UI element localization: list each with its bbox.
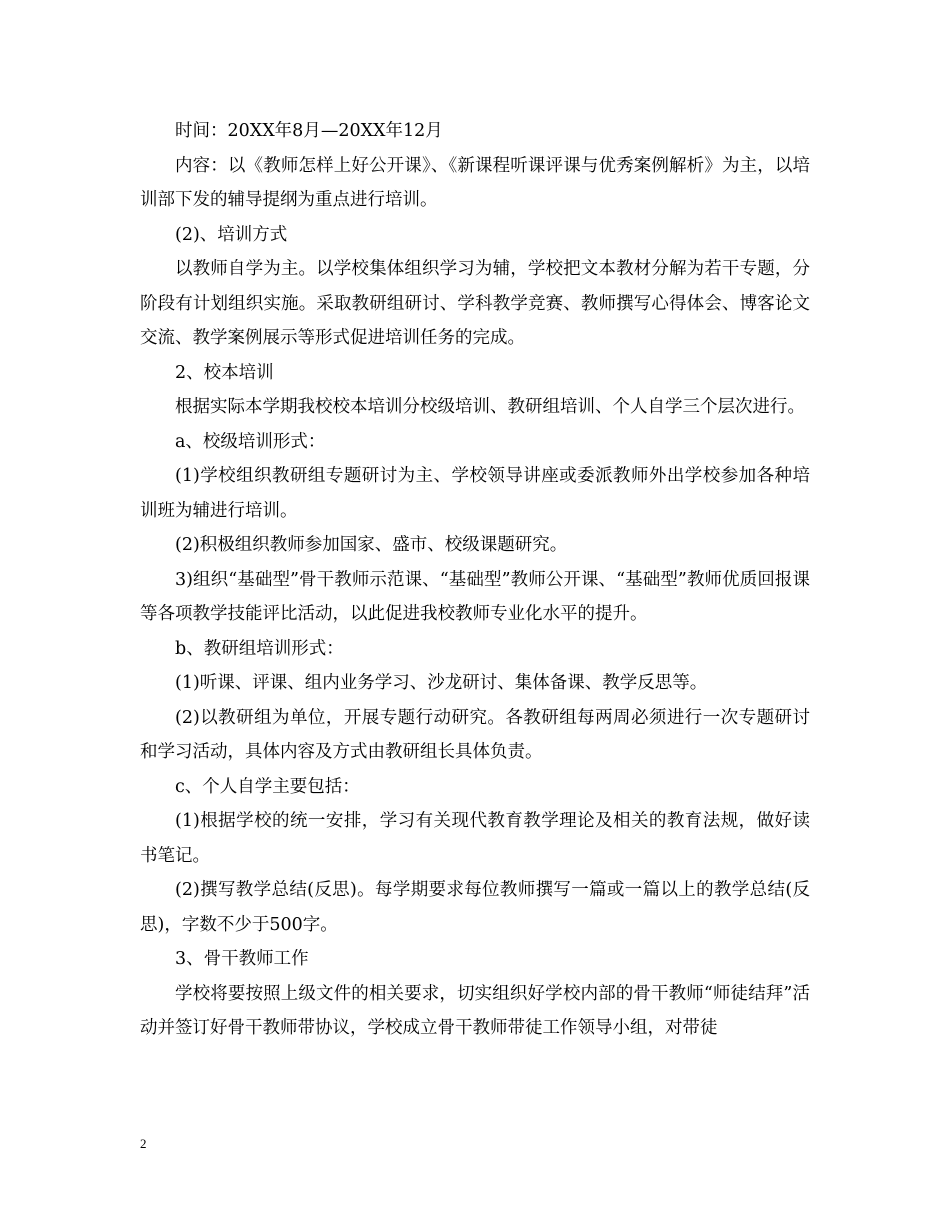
paragraph-content: 内容：以《教师怎样上好公开课》、《新课程听课评课与优秀案例解析》为主，以培训部下发的辅导提纲为重点进行培训。 — [140, 155, 810, 210]
list-item-research-group-1: (1)听课、评课、组内业务学习、沙龙研讨、集体备课、教学反思等。 — [175, 673, 708, 693]
heading-backbone-teacher: 3、骨干教师工作 — [175, 949, 309, 969]
list-item-research-group-2: (2)以教研组为单位，开展专题行动研究。各教研组每两周必须进行一次专题研讨和学习活动，具体内容及方式由教研组长具体负责。 — [140, 707, 810, 762]
list-item-school-level-3: 3)组织“基础型”骨干教师示范课、“基础型”教师公开课、“基础型”教师优质回报课等各项教学技能评比活动，以此促进我校教师专业化水平的提升。 — [140, 569, 810, 624]
heading-school-level-form: a、校级培训形式： — [175, 431, 326, 452]
list-item-personal-study-1: (1)根据学校的统一安排，学习有关现代教育教学理论及相关的教育法规，做好读书笔记。 — [140, 811, 810, 866]
paragraph-time: 时间：20XX年8月—20XX年12月 — [175, 121, 443, 141]
list-item-personal-study-2: (2)撰写教学总结(反思)。每学期要求每位教师撰写一篇或一篇以上的教学总结(反思)，字数不少于500字。 — [140, 880, 810, 935]
paragraph-self-study: 以教师自学为主。以学校集体组织学习为辅，学校把文本教材分解为若干专题，分阶段有计划组织实施。采取教研组研讨、学科教学竞赛、教师撰写心得体会、博客论文交流、教学案例展示等形式促进培训任务的完成。 — [140, 259, 810, 348]
paragraph-three-levels: 根据实际本学期我校校本培训分校级培训、教研组培训、个人自学三个层次进行。 — [175, 397, 805, 417]
heading-research-group-form: b、教研组培训形式： — [175, 638, 344, 659]
document-body — [140, 114, 810, 1046]
list-item-school-level-2: (2)积极组织教师参加国家、盛市、校级课题研究。 — [175, 535, 568, 555]
heading-school-training: 2、校本培训 — [175, 362, 274, 383]
list-item-school-level-1: (1)学校组织教研组专题研讨为主、学校领导讲座或委派教师外出学校参加各种培训班为辅进行培训。 — [140, 466, 810, 521]
heading-training-method: (2)、培训方式 — [175, 224, 288, 245]
page-number: 2 — [140, 1136, 147, 1151]
paragraph-mentorship: 学校将要按照上级文件的相关要求，切实组织好学校内部的骨干教师“师徒结拜”活动并签订好骨干教师带协议，学校成立骨干教师带徒工作领导小组，对带徒 — [140, 983, 810, 1038]
heading-personal-study: c、个人自学主要包括： — [175, 776, 360, 797]
